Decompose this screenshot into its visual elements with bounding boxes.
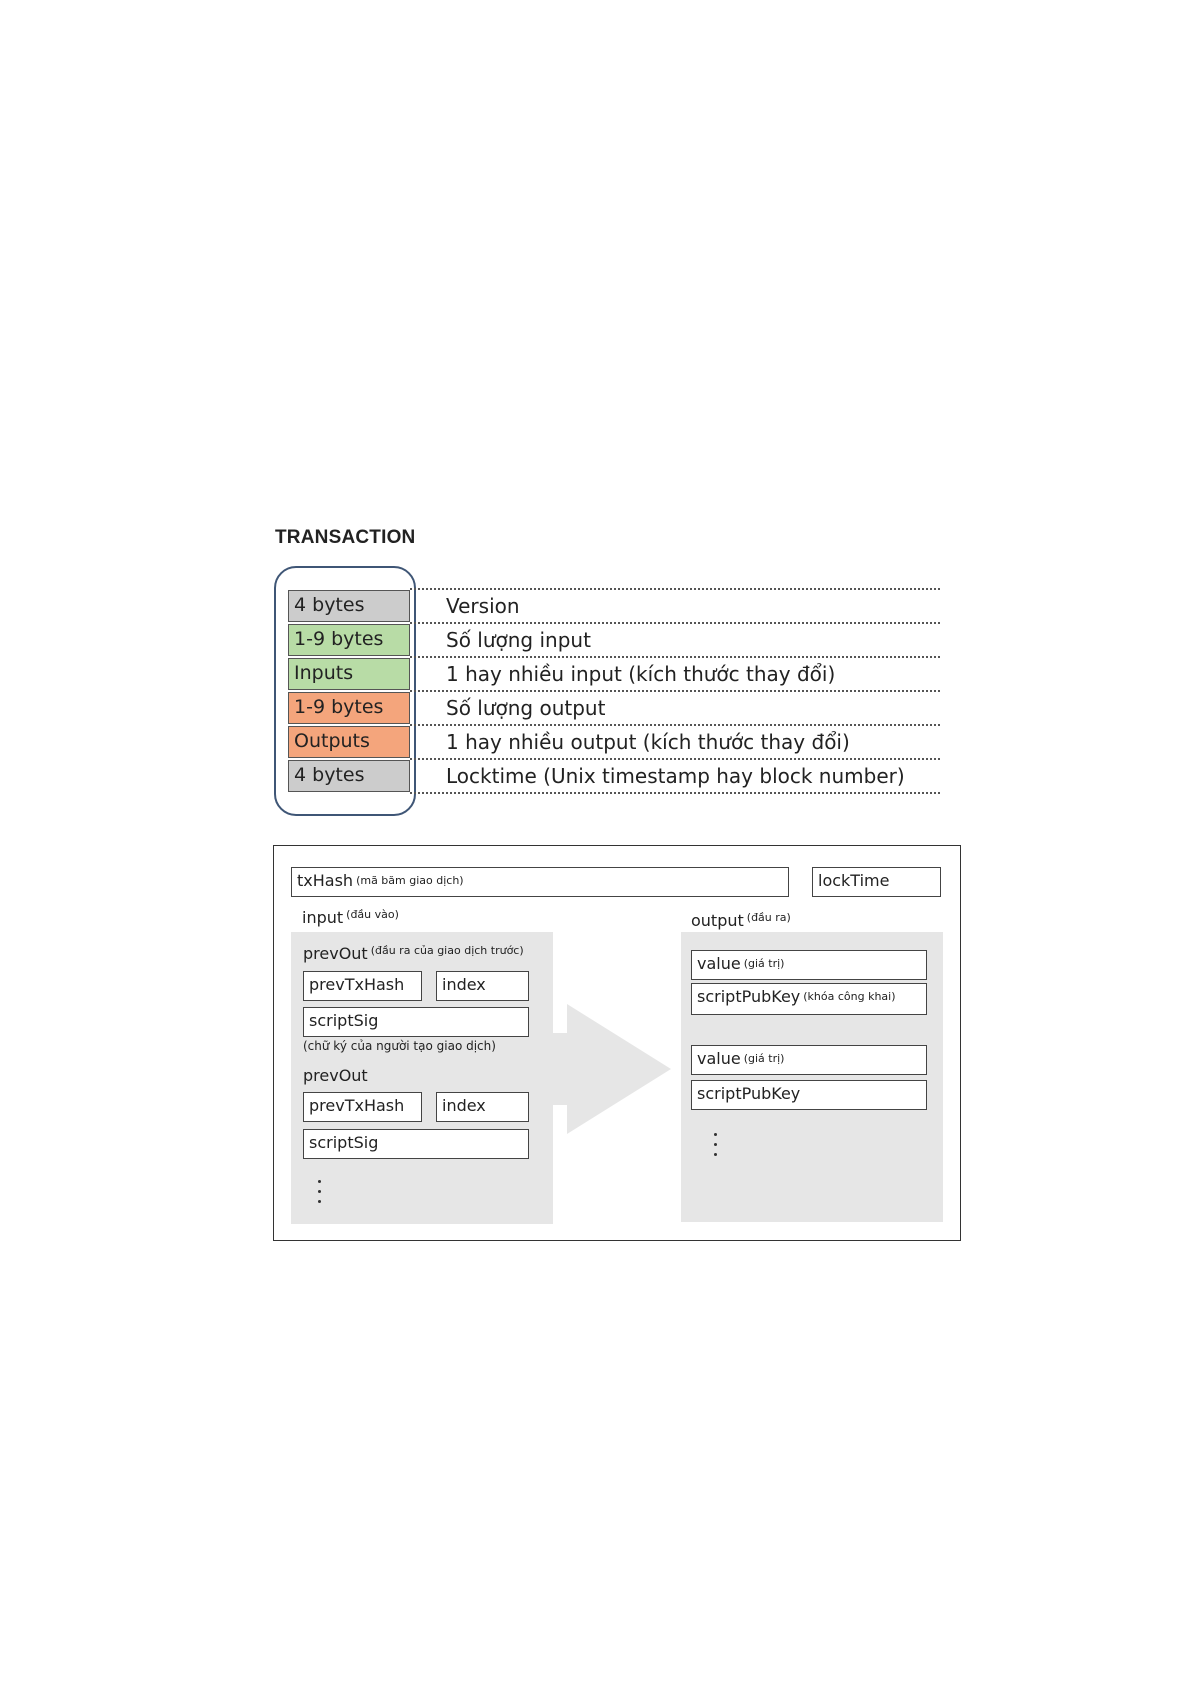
txhash-label: txHash	[297, 871, 354, 890]
input-heading	[302, 908, 399, 927]
dotted-separator	[410, 792, 940, 794]
prevout-note: (đầu ra của giao dịch trước)	[370, 944, 524, 957]
right-arrow-icon	[553, 1004, 683, 1134]
index-box-2: index	[436, 1092, 529, 1122]
txhash-note: (mã băm giao dịch)	[356, 874, 464, 887]
field-desc-input-count: Số lượng input	[446, 628, 591, 652]
value-box-1	[691, 950, 927, 980]
prevout-heading-2: prevOut	[303, 1066, 368, 1085]
field-desc-output-count: Số lượng output	[446, 696, 606, 720]
scriptsig-note: (chữ ký của người tạo giao dịch)	[303, 1039, 496, 1053]
field-desc-version: Version	[446, 594, 520, 618]
output-continuation-dots	[714, 1133, 718, 1163]
output-note: (đầu ra)	[746, 911, 791, 924]
prevtxhash-box-1: prevTxHash	[303, 971, 422, 1001]
field-size-inputs: Inputs	[288, 658, 410, 690]
value-box-2	[691, 1045, 927, 1075]
field-size-outputs: Outputs	[288, 726, 410, 758]
value-note: (giá trị)	[743, 957, 785, 970]
scriptsig-box-1: scriptSig	[303, 1007, 529, 1037]
scriptpubkey-box-1	[691, 983, 927, 1015]
prevout-label: prevOut	[303, 944, 368, 963]
field-desc-locktime: Locktime (Unix timestamp hay block number)	[446, 764, 905, 788]
field-size-locktime: 4 bytes	[288, 760, 410, 792]
scriptpubkey-note: (khóa công khai)	[803, 990, 896, 1003]
txhash-box	[291, 867, 789, 897]
value-label: value	[697, 1049, 741, 1068]
prevout-heading-1	[303, 944, 524, 963]
input-note: (đầu vào)	[346, 908, 399, 921]
field-size-version: 4 bytes	[288, 590, 410, 622]
value-label: value	[697, 954, 741, 973]
prevtxhash-box-2: prevTxHash	[303, 1092, 422, 1122]
field-size-output-count: 1-9 bytes	[288, 692, 410, 724]
field-size-input-count: 1-9 bytes	[288, 624, 410, 656]
value-note: (giá trị)	[743, 1052, 785, 1065]
output-heading	[691, 911, 791, 930]
input-continuation-dots	[318, 1180, 322, 1210]
scriptpubkey-label: scriptPubKey	[697, 987, 801, 1006]
scriptpubkey-box-2: scriptPubKey	[691, 1080, 927, 1110]
scriptsig-box-2: scriptSig	[303, 1129, 529, 1159]
input-label: input	[302, 908, 344, 927]
index-box-1: index	[436, 971, 529, 1001]
field-desc-inputs: 1 hay nhiều input (kích thước thay đổi)	[446, 662, 836, 686]
output-label: output	[691, 911, 744, 930]
field-desc-outputs: 1 hay nhiều output (kích thước thay đổi)	[446, 730, 850, 754]
locktime-box: lockTime	[812, 867, 941, 897]
transaction-title: TRANSACTION	[275, 527, 416, 548]
